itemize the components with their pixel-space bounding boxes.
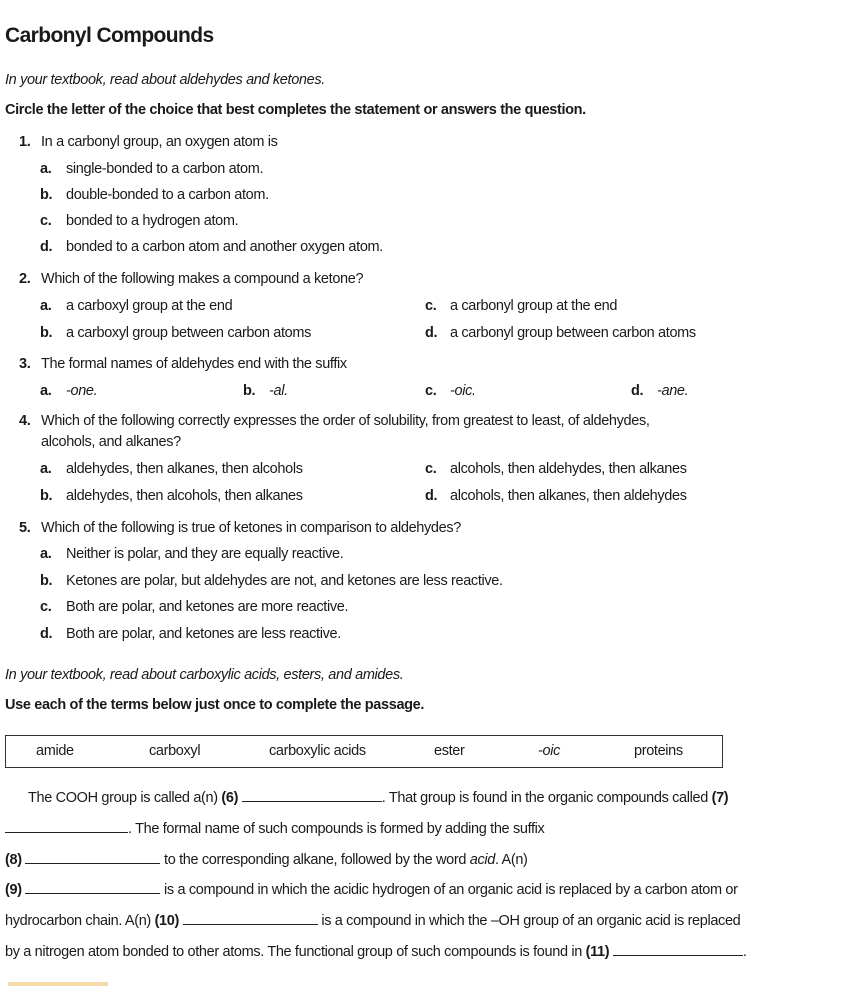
passage-text: is a compound in which the acidic hydrogen of an organic acid is replaced by a carbon atom or (160, 882, 738, 898)
blank-number: (6) (221, 790, 239, 806)
option-letter[interactable]: b. (243, 383, 256, 399)
option-text: Both are polar, and ketones are less reactive. (66, 626, 341, 642)
section1-instruction: Circle the letter of the choice that best completes the statement or answers the question. (5, 102, 586, 118)
question-number: 1. (19, 134, 31, 150)
section2-intro: In your textbook, read about carboxylic acids, esters, and amides. (5, 667, 404, 683)
option-text: single-bonded to a carbon atom. (66, 161, 264, 177)
option-text: bonded to a hydrogen atom. (66, 213, 239, 229)
option-letter[interactable]: d. (425, 325, 438, 341)
page-title: Carbonyl Compounds (5, 24, 214, 47)
option-text: double-bonded to a carbon atom. (66, 187, 269, 203)
passage-text: is a compound in which the –OH group of an organic acid is replaced (317, 913, 741, 929)
option-text: a carboxyl group at the end (66, 298, 233, 314)
passage-text: . A(n) (494, 852, 528, 868)
passage-text: hydrocarbon chain. A(n) (5, 913, 155, 929)
blank-number: (11) (585, 944, 610, 960)
word-bank-term: amide (36, 743, 74, 759)
option-letter[interactable]: b. (40, 573, 53, 589)
option-letter[interactable]: a. (40, 298, 52, 314)
blank-number: (10) (154, 913, 179, 929)
question-text: Which of the following is true of ketones in comparison to aldehydes? (41, 520, 461, 536)
blank-9[interactable] (25, 881, 160, 894)
option-letter[interactable]: a. (40, 461, 52, 477)
option-text: alcohols, then aldehydes, then alkanes (450, 461, 687, 477)
option-letter[interactable]: a. (40, 161, 52, 177)
passage-line (5, 880, 738, 900)
option-letter[interactable]: b. (40, 325, 53, 341)
passage-line (5, 911, 740, 931)
option-text: -ane. (657, 383, 689, 399)
option-letter[interactable]: c. (40, 213, 52, 229)
option-text: bonded to a carbon atom and another oxygen atom. (66, 239, 383, 255)
passage-line (5, 942, 747, 962)
section1-intro: In your textbook, read about aldehydes and ketones. (5, 72, 325, 88)
word-bank-term: carboxylic acids (269, 743, 366, 759)
blank-11[interactable] (613, 943, 743, 956)
blank-number: (9) (5, 882, 22, 898)
passage-text: . That group is found in the organic compounds called (381, 790, 712, 806)
word-bank-term: -oic (538, 743, 560, 759)
option-letter[interactable]: d. (425, 488, 438, 504)
option-letter[interactable]: a. (40, 383, 52, 399)
section2-instruction: Use each of the terms below just once to complete the passage. (5, 697, 425, 713)
blank-8[interactable] (25, 851, 160, 864)
passage-line (28, 788, 728, 808)
option-text: aldehydes, then alkanes, then alcohols (66, 461, 303, 477)
option-text: -one. (66, 383, 98, 399)
question-text-continued: alcohols, and alkanes? (41, 434, 181, 450)
option-text: -al. (269, 383, 288, 399)
question-number: 4. (19, 413, 31, 429)
option-text: Both are polar, and ketones are more reactive. (66, 599, 349, 615)
word-bank-term: ester (434, 743, 465, 759)
blank-7[interactable] (5, 820, 128, 833)
option-letter[interactable]: b. (40, 187, 53, 203)
question-text: In a carbonyl group, an oxygen atom is (41, 134, 278, 150)
passage-line (5, 850, 528, 870)
passage-line (5, 819, 544, 839)
question-number: 5. (19, 520, 31, 536)
passage-text: by a nitrogen atom bonded to other atoms. The functional group of such compounds is found in (5, 944, 586, 960)
passage-text: to the corresponding alkane, followed by the word (160, 852, 470, 868)
passage-text: The COOH group is called a(n) (28, 790, 222, 806)
option-letter[interactable]: c. (40, 599, 52, 615)
option-text: alcohols, then alkanes, then aldehydes (450, 488, 687, 504)
passage-text: acid (469, 852, 495, 868)
option-letter[interactable]: d. (631, 383, 644, 399)
question-text: Which of the following makes a compound a ketone? (41, 271, 364, 287)
question-text: The formal names of aldehydes end with the suffix (41, 356, 347, 372)
option-text: -oic. (450, 383, 476, 399)
option-text: a carbonyl group at the end (450, 298, 618, 314)
option-text: a carbonyl group between carbon atoms (450, 325, 696, 341)
page-edge-mark (8, 982, 108, 986)
word-bank-term: carboxyl (149, 743, 201, 759)
question-text: Which of the following correctly expresses the order of solubility, from greatest to least, of aldehydes, (41, 413, 650, 429)
option-text: aldehydes, then alcohols, then alkanes (66, 488, 303, 504)
question-number: 2. (19, 271, 31, 287)
option-letter[interactable]: c. (425, 461, 437, 477)
option-letter[interactable]: b. (40, 488, 53, 504)
option-text: Neither is polar, and they are equally reactive. (66, 546, 344, 562)
blank-number: (8) (5, 852, 22, 868)
option-text: a carboxyl group between carbon atoms (66, 325, 311, 341)
blank-number: (7) (711, 790, 729, 806)
word-bank-term: proteins (634, 743, 683, 759)
option-letter[interactable]: c. (425, 298, 437, 314)
option-letter[interactable]: d. (40, 239, 53, 255)
passage-text: . (742, 944, 747, 960)
passage-text: . The formal name of such compounds is formed by adding the suffix (128, 821, 545, 837)
option-letter[interactable]: d. (40, 626, 53, 642)
blank-6[interactable] (242, 789, 382, 802)
option-text: Ketones are polar, but aldehydes are not, and ketones are less reactive. (66, 573, 503, 589)
option-letter[interactable]: a. (40, 546, 52, 562)
option-letter[interactable]: c. (425, 383, 437, 399)
blank-10[interactable] (183, 912, 318, 925)
question-number: 3. (19, 356, 31, 372)
